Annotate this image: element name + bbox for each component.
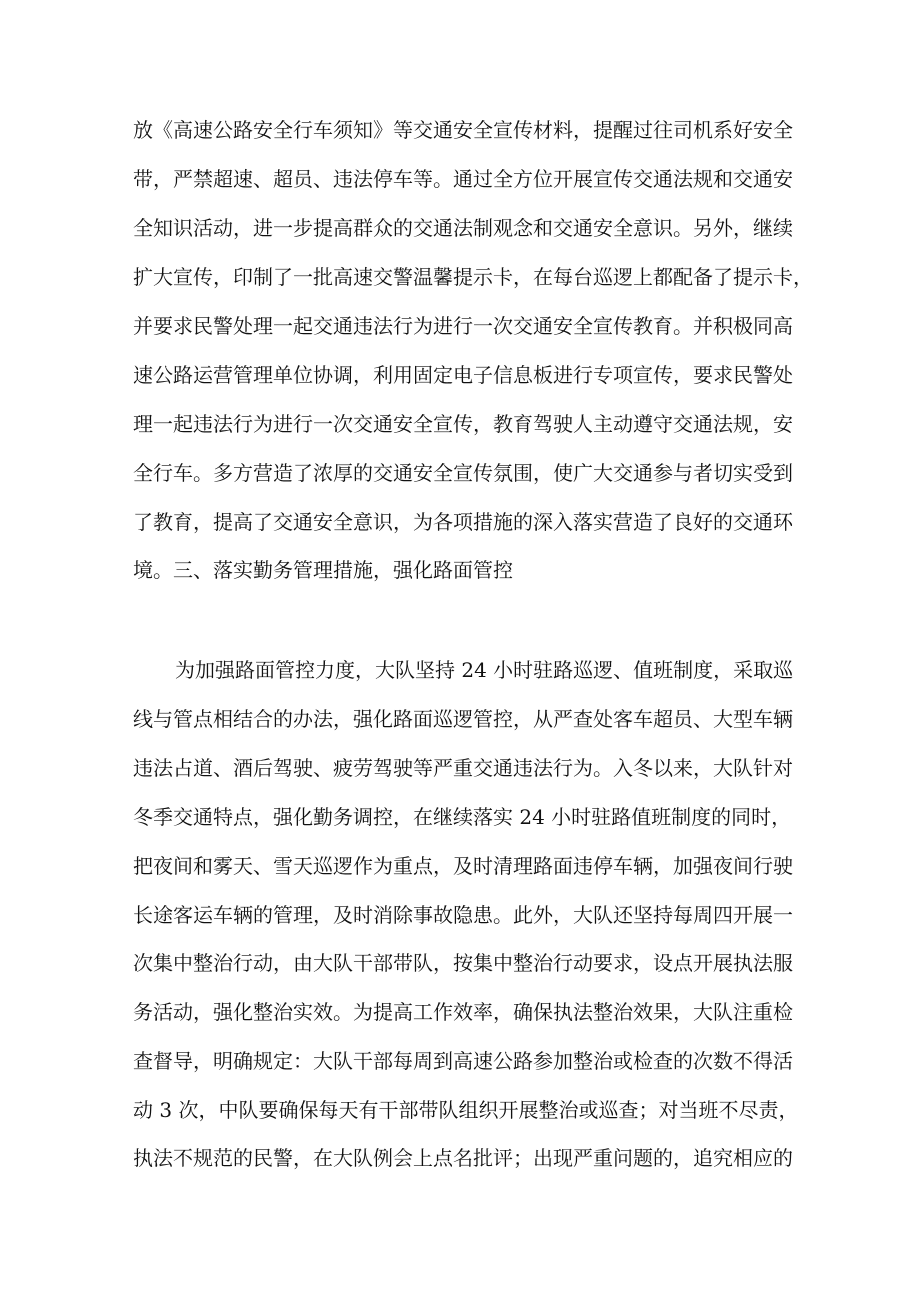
- text-line: 务活动，强化整治实效。为提高工作效率，确保执法整治效果，大队注重检: [133, 1000, 793, 1024]
- text-line: 把夜间和雾天、雪天巡逻作为重点，及时清理路面违停车辆，加强夜间行驶: [133, 854, 793, 878]
- text-line: 速公路运营管理单位协调，利用固定电子信息板进行专项宣传，要求民警处: [133, 363, 793, 387]
- text-line: 理一起违法行为进行一次交通安全宣传，教育驾驶人主动遵守交通法规，安: [133, 412, 793, 436]
- text-line: 次集中整治行动，由大队干部带队，按集中整治行动要求，设点开展执法服: [133, 951, 793, 975]
- text-line: 带，严禁超速、超员、违法停车等。通过全方位开展宣传交通法规和交通安: [133, 167, 793, 191]
- text-line: 为加强路面管控力度，大队坚持 24 小时驻路巡逻、值班制度，采取巡: [175, 658, 794, 682]
- text-line: 长途客运车辆的管理，及时消除事故隐患。此外，大队还坚持每周四开展一: [133, 903, 793, 927]
- text-line: 全知识活动，进一步提高群众的交通法制观念和交通安全意识。另外，继续: [133, 216, 793, 240]
- text-line: 动 3 次，中队要确保每天有干部带队组织开展整治或巡查；对当班不尽责，: [133, 1098, 799, 1122]
- text-line: 线与管点相结合的办法，强化路面巡逻管控，从严查处客车超员、大型车辆: [133, 707, 793, 731]
- text-line: 冬季交通特点，强化勤务调控，在继续落实 24 小时驻路值班制度的同时，: [133, 805, 792, 829]
- text-line: 执法不规范的民警，在大队例会上点名批评；出现严重问题的，追究相应的: [133, 1146, 793, 1170]
- text-line: 违法占道、酒后驾驶、疲劳驾驶等严重交通违法行为。入冬以来，大队针对: [133, 756, 793, 780]
- text-line: 放《高速公路安全行车须知》等交通安全宣传材料，提醒过往司机系好安全: [133, 118, 793, 142]
- text-line: 并要求民警处理一起交通违法行为进行一次交通安全宣传教育。并积极同高: [133, 314, 793, 338]
- text-line-section-heading: 境。三、落实勤务管理措施，强化路面管控: [133, 558, 513, 582]
- text-line: 全行车。多方营造了浓厚的交通安全宣传氛围，使广大交通参与者切实受到: [133, 461, 793, 485]
- text-line: 扩大宣传，印制了一批高速交警温馨提示卡，在每台巡逻上都配备了提示卡，: [133, 265, 813, 289]
- text-line: 了教育，提高了交通安全意识，为各项措施的深入落实营造了良好的交通环: [133, 510, 793, 534]
- text-line: 查督导，明确规定：大队干部每周到高速公路参加整治或检查的次数不得活: [133, 1049, 793, 1073]
